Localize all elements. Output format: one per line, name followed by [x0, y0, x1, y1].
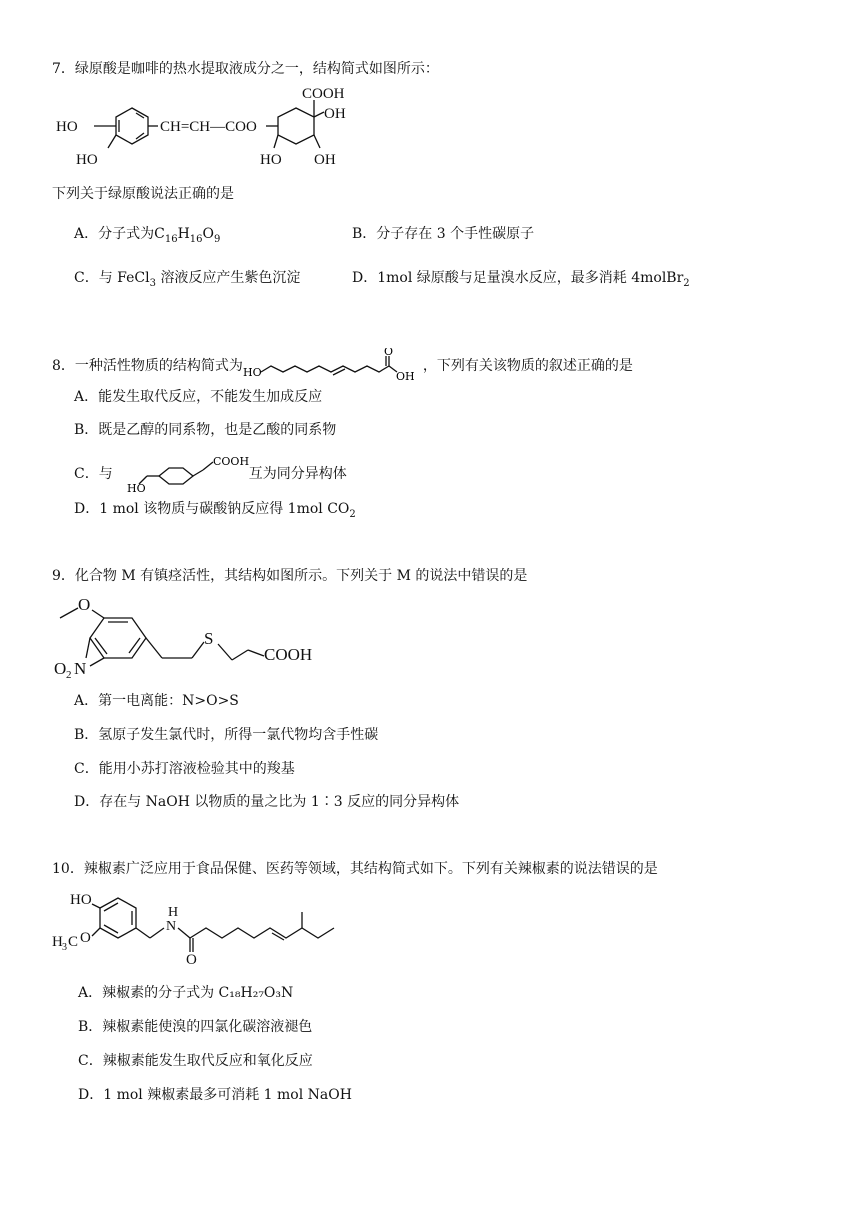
q8-stem-post: ，下列有关该物质的叙述正确的是 — [422, 358, 633, 374]
q7-cooh: COOH — [302, 86, 345, 102]
svg-text:N: N — [166, 919, 177, 934]
q7-option-c[interactable]: C．与 FeCl$_3$ 溶液反应产生紫色沉淀 — [74, 270, 301, 289]
svg-text:3: 3 — [62, 942, 67, 953]
q9-option-b[interactable]: B．氢原子发生氯代时，所得一氯代物均含手性碳 — [74, 727, 379, 743]
q10-option-c[interactable]: C．辣椒素能发生取代反应和氧化反应 — [78, 1053, 313, 1069]
q7-option-a-text: A．分子式为 — [74, 226, 155, 242]
q10-option-d[interactable]: D．1 mol 辣椒素最多可消耗 1 mol NaOH — [78, 1087, 352, 1103]
q8-structure — [243, 348, 423, 384]
q7-option-b[interactable]: B．分子存在 3 个手性碳原子 — [352, 226, 535, 242]
q8-option-d[interactable]: D．1 mol 该物质与碳酸钠反应得 1mol $CO_2$ — [74, 501, 356, 520]
q7-option-d[interactable]: D．1mol 绿原酸与足量溴水反应，最多消耗 4molBr$_2$ — [352, 270, 690, 289]
q7-option-a[interactable] — [74, 225, 220, 249]
q8-option-c-structure — [113, 456, 249, 496]
svg-text:HO: HO — [126, 482, 146, 495]
q10-stem: 10．辣椒素广泛应用于食品保健、医药等领域，其结构简式如下。下列有关辣椒素的说法错误的是 — [52, 861, 658, 877]
q8-option-b[interactable]: B．既是乙醇的同系物，也是乙酸的同系物 — [74, 422, 337, 438]
q7-ho-ring: HO — [260, 152, 282, 168]
q8-stem-pre: 8．一种活性物质的结构简式为 — [52, 358, 243, 374]
svg-text:O: O — [186, 952, 197, 968]
q9-option-c[interactable]: C．能用小苏打溶液检验其中的羧基 — [74, 761, 295, 777]
svg-text:COOH: COOH — [212, 456, 249, 468]
svg-text:C: C — [68, 934, 79, 950]
svg-text:HO: HO — [242, 366, 262, 379]
q10-benzene-ring — [100, 898, 136, 938]
q7-ho-left: HO — [56, 119, 78, 135]
q7-oh-right: OH — [324, 106, 346, 122]
svg-text:H: H — [52, 934, 63, 950]
svg-text:O: O — [54, 659, 67, 678]
svg-text:H: H — [168, 905, 179, 920]
q7-prompt: 下列关于绿原酸说法正确的是 — [52, 186, 234, 202]
q7-chain: CH=CH—COO — [160, 119, 257, 135]
q7-benzene-ring — [116, 108, 148, 144]
q10-option-a[interactable]: A．辣椒素的分子式为 C₁₈H₂₇O₃N — [78, 985, 294, 1001]
svg-text:O: O — [78, 595, 91, 614]
svg-text:O: O — [383, 348, 393, 358]
svg-text:HO: HO — [70, 892, 92, 908]
svg-text:S: S — [204, 629, 214, 648]
q9-structure — [52, 592, 342, 688]
svg-text:OH: OH — [395, 370, 415, 383]
q8-option-c[interactable]: C．与 HO COOH 互为同分异构体 — [74, 456, 347, 495]
q7-ho-bottom: HO — [76, 152, 98, 168]
q8-stem — [52, 348, 633, 384]
q7-formula: $C_{16}H_{16}O_9$ — [154, 226, 221, 245]
q9-benzene-ring — [90, 618, 146, 658]
svg-text:2: 2 — [66, 669, 72, 681]
q9-option-d[interactable]: D．存在与 NaOH 以物质的量之比为 1∶3 反应的同分异构体 — [74, 794, 460, 810]
q7-cyclohexane — [278, 108, 314, 144]
q7-structure — [52, 84, 382, 176]
svg-text:COOH: COOH — [264, 645, 313, 664]
q9-option-a[interactable]: A．第一电离能：N>O>S — [74, 693, 239, 709]
svg-text:N: N — [74, 659, 87, 678]
q7-oh-ring: OH — [314, 152, 336, 168]
q8-option-a[interactable]: A．能发生取代反应，不能发生加成反应 — [74, 389, 323, 405]
q7-stem: 7．绿原酸是咖啡的热水提取液成分之一，结构简式如图所示： — [52, 61, 439, 77]
q9-stem: 9．化合物 M 有镇痉活性，其结构如图所示。下列关于 M 的说法中错误的是 — [52, 568, 528, 584]
q10-structure — [52, 884, 342, 970]
svg-text:O: O — [80, 930, 91, 946]
q10-option-b[interactable]: B．辣椒素能使溴的四氯化碳溶液褪色 — [78, 1019, 313, 1035]
